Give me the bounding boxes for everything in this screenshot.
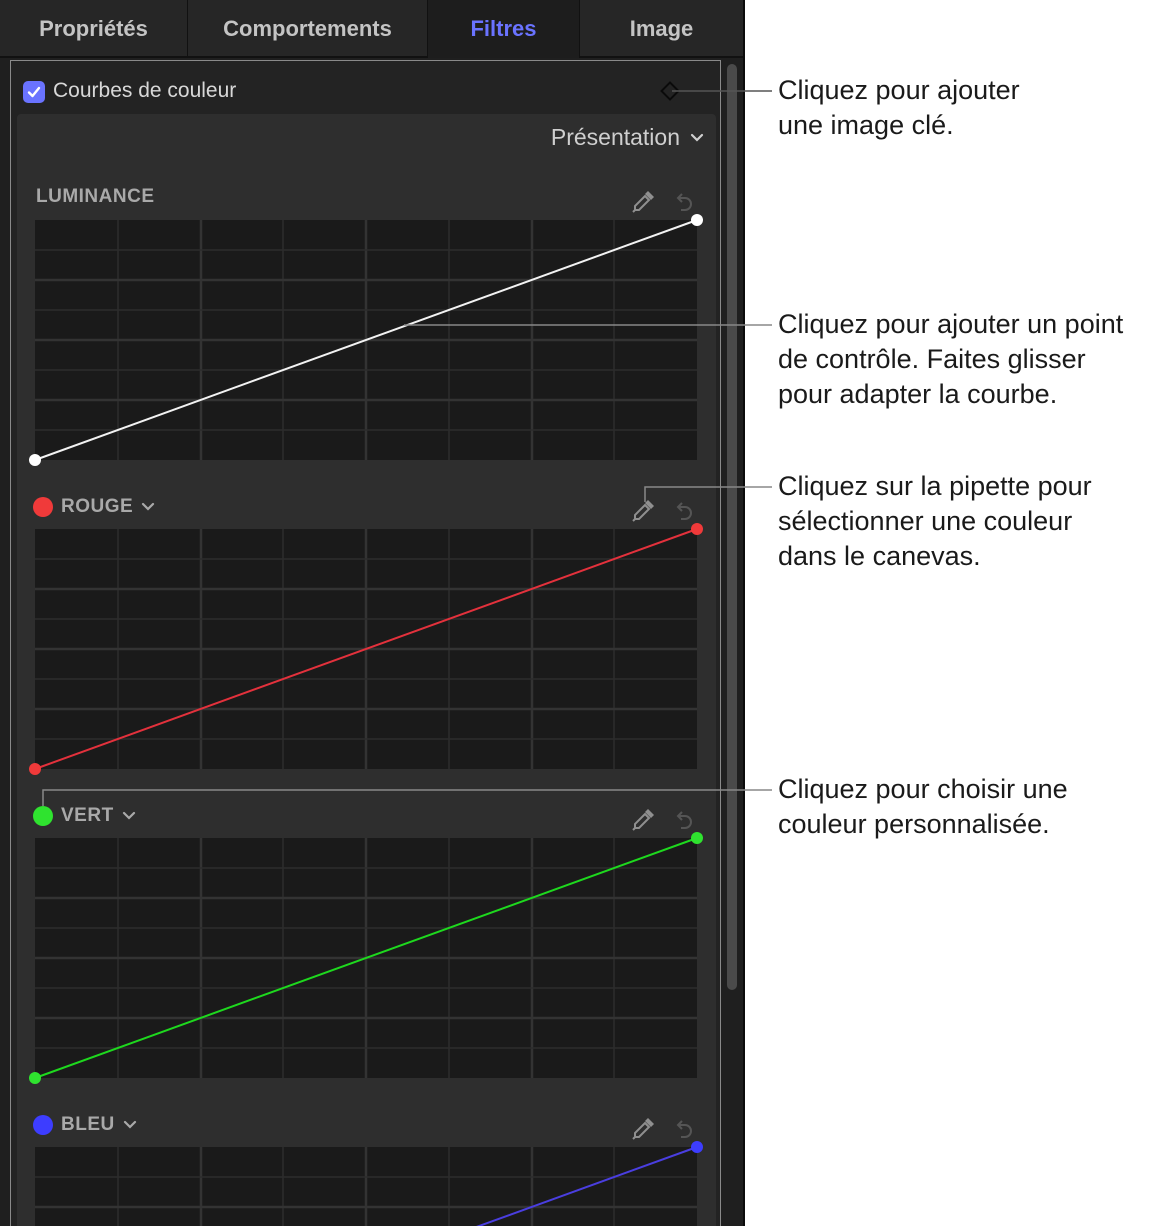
callout-line-text: dans le canevas. — [778, 541, 981, 571]
blue-color-swatch[interactable] — [33, 1115, 53, 1135]
reset-icon[interactable] — [671, 188, 697, 214]
callout-line-text: Cliquez pour ajouter un point — [778, 309, 1124, 339]
presentation-label: Présentation — [550, 124, 680, 150]
green-color-swatch[interactable] — [33, 806, 53, 826]
callout-line-text: Cliquez sur la pipette pour — [778, 471, 1092, 501]
eyedropper-icon[interactable] — [631, 806, 657, 832]
chevron-down-icon — [122, 811, 136, 821]
callout-line-text: couleur personnalisée. — [778, 809, 1050, 839]
blue-channel-selector[interactable] — [33, 1114, 137, 1136]
keyframe-button[interactable] — [660, 81, 680, 101]
eyedropper-icon[interactable] — [631, 188, 657, 214]
tab-filtres[interactable]: Filtres — [428, 0, 580, 58]
red-control-point-end[interactable] — [691, 523, 703, 535]
green-curve-graph[interactable] — [35, 838, 697, 1078]
red-curve-graph[interactable] — [35, 529, 697, 769]
callout-line-text: une image clé. — [778, 110, 954, 140]
luminance-curve-graph[interactable] — [35, 220, 697, 460]
callout-line-text: sélectionner une couleur — [778, 506, 1073, 536]
green-control-point-end[interactable] — [691, 832, 703, 844]
callout-keyframe — [778, 73, 1020, 143]
red-channel-selector[interactable] — [33, 496, 155, 518]
tab-image[interactable]: Image — [629, 16, 694, 41]
red-color-swatch[interactable] — [33, 497, 53, 517]
eyedropper-icon[interactable] — [631, 497, 657, 523]
callout-line-text: Cliquez pour ajouter — [778, 75, 1020, 105]
green-channel-selector[interactable] — [33, 805, 136, 827]
inspector-scrollbar[interactable] — [727, 64, 737, 990]
tab-comportements[interactable]: Comportements — [188, 0, 428, 58]
red-control-point-start[interactable] — [29, 763, 41, 775]
callout-line-text: de contrôle. Faites glisser — [778, 344, 1086, 374]
filter-enable-checkbox[interactable] — [23, 81, 45, 103]
luminance-control-point-end[interactable] — [691, 214, 703, 226]
luminance-label — [36, 186, 155, 208]
chevron-down-icon — [123, 1120, 137, 1130]
eyedropper-icon[interactable] — [631, 1115, 657, 1141]
section-title: VERT — [61, 805, 114, 826]
chevron-down-icon — [690, 133, 704, 143]
reset-icon[interactable] — [671, 1115, 697, 1141]
callout-eyedropper — [778, 469, 1092, 574]
filter-title: Courbes de couleur — [53, 79, 237, 102]
section-title: BLEU — [61, 1114, 115, 1135]
green-control-point-start[interactable] — [29, 1072, 41, 1084]
callout-line-text: pour adapter la courbe. — [778, 379, 1058, 409]
chevron-down-icon — [141, 502, 155, 512]
tab-proprietes[interactable]: Propriétés — [0, 0, 188, 58]
callout-custom-color — [778, 772, 1068, 842]
luminance-control-point-start[interactable] — [29, 454, 41, 466]
callout-line-text: Cliquez pour choisir une — [778, 774, 1068, 804]
section-title: ROUGE — [61, 496, 134, 517]
inspector-tab-bar — [0, 0, 743, 58]
section-title: LUMINANCE — [36, 186, 155, 207]
filter-header — [21, 78, 711, 108]
blue-control-point-end[interactable] — [691, 1141, 703, 1153]
checkmark-icon — [26, 84, 42, 100]
presentation-dropdown[interactable] — [551, 124, 704, 151]
reset-icon[interactable] — [671, 806, 697, 832]
reset-icon[interactable] — [671, 497, 697, 523]
blue-curve-graph[interactable] — [35, 1147, 697, 1226]
callout-control-point — [778, 307, 1123, 412]
